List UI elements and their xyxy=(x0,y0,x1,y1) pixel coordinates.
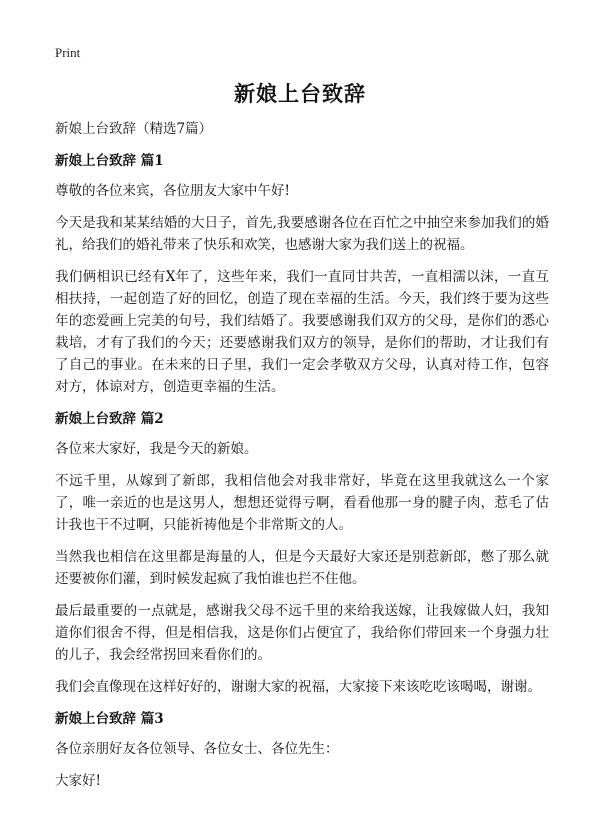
print-link[interactable]: Print xyxy=(55,45,81,60)
paragraph: 当然我也相信在这里都是海量的人，但是今天最好大家还是别惹新郎，憋了那么就还要被你们灌，到时候发起疯了我怕谁也拦不住他。 xyxy=(55,549,549,587)
paragraph: 各位来大家好，我是今天的新娘。 xyxy=(55,441,258,457)
section-heading: 新娘上台致辞 篇1 xyxy=(55,153,164,169)
section-1 xyxy=(55,150,549,398)
paragraph: 最后最重要的一点就是，感谢我父母不远千里的来给我送嫁，让我嫁做人妇，我知道你们很舍不得，但是相信我，这是你们占便宜了，我给你们带回来一个身强力壮的儿子，我会经常拐回来看你们的。 xyxy=(55,603,549,663)
paragraph: 大家好! xyxy=(55,773,101,789)
paragraph: 尊敬的各位来宾，各位朋友大家中午好! xyxy=(55,183,290,199)
paragraph: 不远千里，从嫁到了新郎，我相信他会对我非常好，毕竟在这里我就这么一个家了，唯一亲近的也是这男人，想想还觉得亏啊，看看他那一身的腱子肉，惹毛了估计我也干不过啊，只能祈祷他是个非常斯文的人。 xyxy=(55,473,549,533)
paragraph: 我们会直像现在这样好好的，谢谢大家的祝福，大家接下来该吃吃该喝喝，谢谢。 xyxy=(55,679,541,695)
page-title: 新娘上台致辞 xyxy=(234,81,366,106)
document-body xyxy=(55,118,549,802)
paragraph: 各位亲朋好友各位领导、各位女士、各位先生： xyxy=(55,741,339,757)
paragraph: 我们俩相识已经有X年了，这些年来，我们一直同甘共苦，一直相濡以沫，一直互相扶持，一起创造了好的回忆，创造了现在幸福的生活。今天，我们终于要为这些年的恋爱画上完美的句号，我们结婚了。我要感谢我们双方的父母，是你们的悉心栽培，才有了我们的今天；还要感谢我们双方的领导，是你们的帮助，才让我们有了自己的事业。在未来的日子里，我们一定会孝敬双方父母，认真对待工作，包容对方，体谅对方，创造更幸福的生活。 xyxy=(55,269,549,395)
paragraph: 今天是我和某某结婚的大日子，首先,我要感谢各位在百忙之中抽空来参加我们的婚礼，给我们的婚礼带来了快乐和欢笑，也感谢大家为我们送上的祝福。 xyxy=(55,215,549,253)
document-subtitle: 新娘上台致辞（精选7篇） xyxy=(55,121,213,137)
section-heading: 新娘上台致辞 篇2 xyxy=(55,411,164,427)
section-3 xyxy=(55,708,549,792)
section-heading: 新娘上台致辞 篇3 xyxy=(55,711,164,727)
section-2 xyxy=(55,408,549,698)
